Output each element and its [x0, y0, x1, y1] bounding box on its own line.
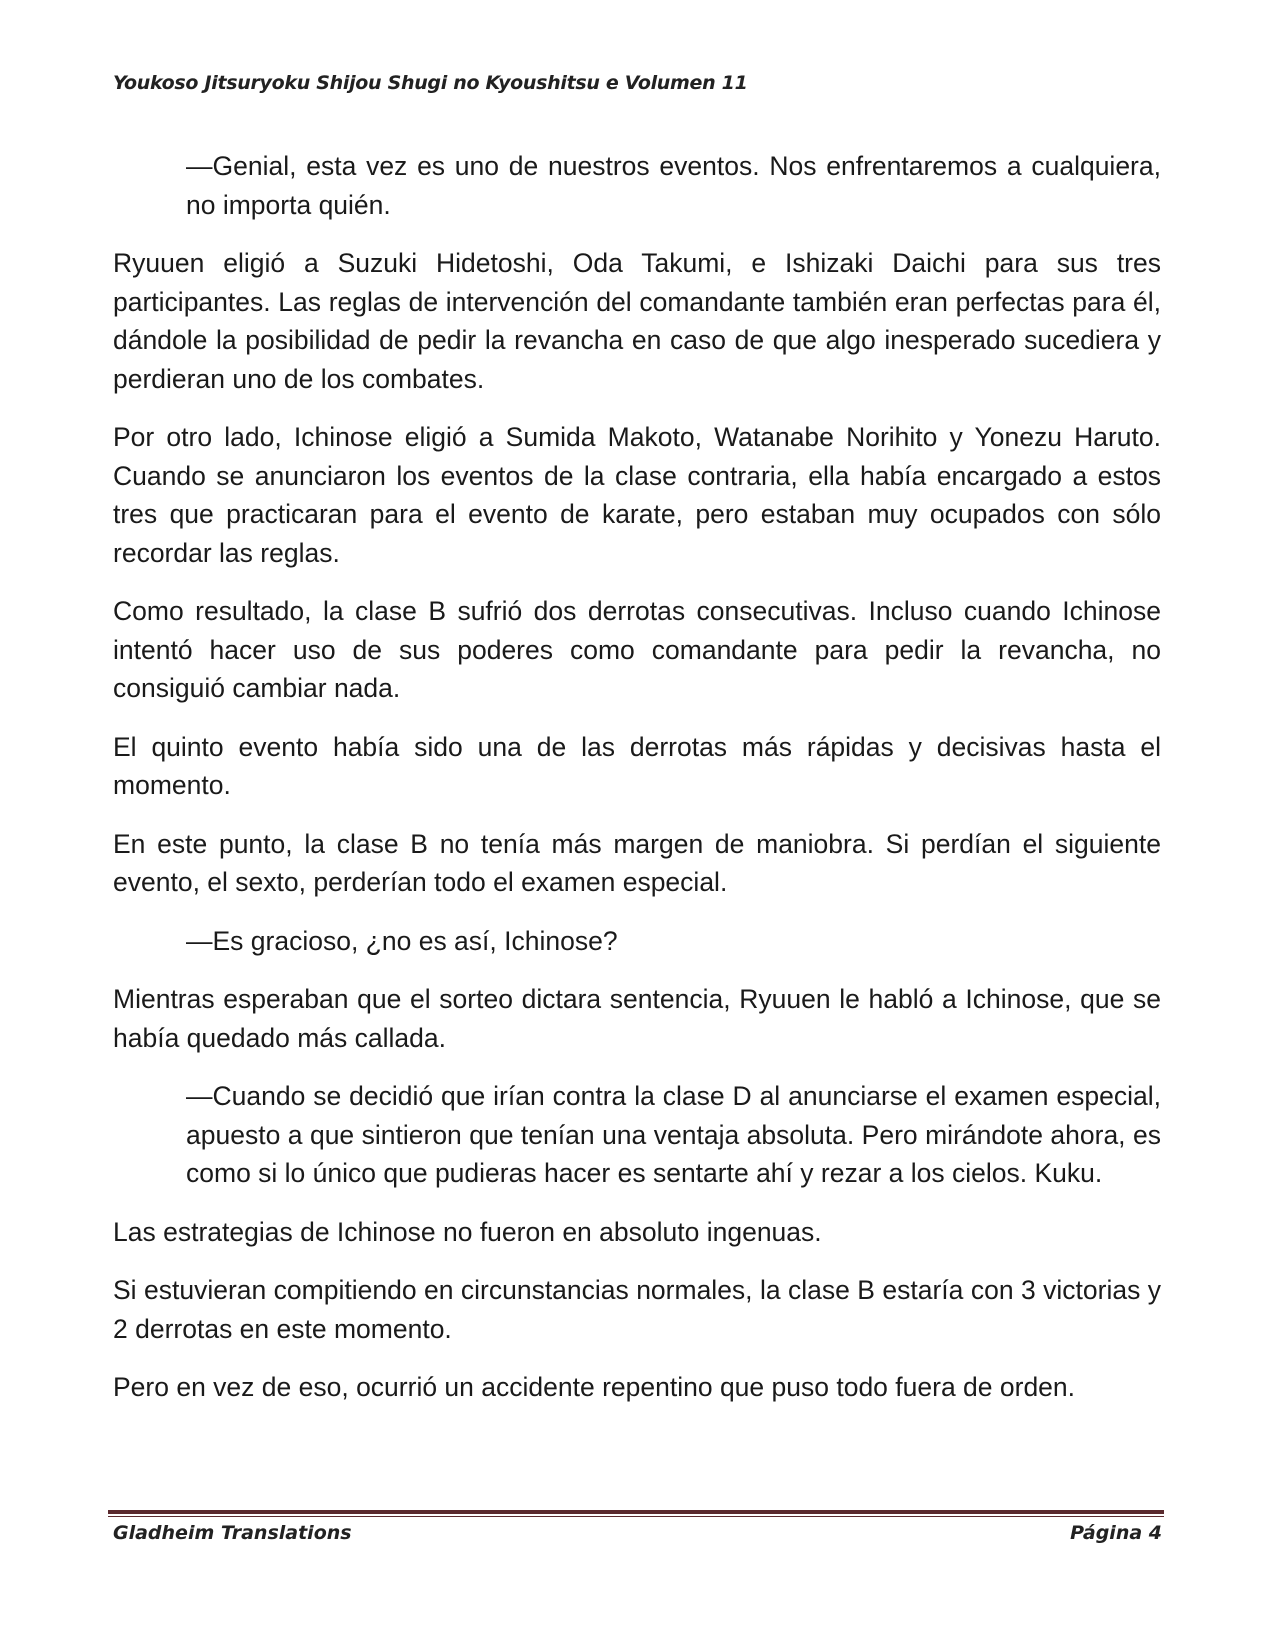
paragraph: Pero en vez de eso, ocurrió un accidente repentino que puso todo fuera de orden. [113, 1372, 1076, 1402]
paragraph: En este punto, la clase B no tenía más margen de maniobra. Si perdían el siguiente evento, el sexto, perderían todo el examen especial. [113, 828, 1161, 897]
paragraph-dialogue: —Cuando se decidió que irían contra la clase D al anunciarse el examen especial, apuesto a que sintieron que tenían una ventaja absoluta. Pero mirándote ahora, es como si lo único que pudieras hacer es sentarte ahí y rezar a los cielos. Kuku. [186, 1081, 1161, 1188]
paragraph: Si estuvieran compitiendo en circunstancias normales, la clase B estaría con 3 victorias y 2 derrotas en este momento. [113, 1275, 1161, 1344]
paragraph-dialogue: —Es gracioso, ¿no es así, Ichinose? [186, 925, 618, 956]
paragraph: Mientras esperaban que el sorteo dictara sentencia, Ryuuen le habló a Ichinose, que se había quedado más callada. [113, 984, 1161, 1053]
footer-divider-thin [108, 1516, 1164, 1517]
paragraph: Por otro lado, Ichinose eligió a Sumida Makoto, Watanabe Norihito y Yonezu Haruto. Cuando se anunciaron los eventos de la clase contraria, ella había encargado a estos tres que practicaran para el evento de karate, pero estaban muy ocupados con sólo recordar las reglas. [113, 422, 1161, 568]
page-header-title: Youkoso Jitsuryoku Shijou Shugi no Kyoushitsu e Volumen 11 [113, 72, 748, 94]
paragraph: Como resultado, la clase B sufrió dos derrotas consecutivas. Incluso cuando Ichinose intentó hacer uso de sus poderes como comandante para pedir la revancha, no consiguió cambiar nada. [113, 596, 1161, 703]
document-body [113, 147, 1161, 1427]
footer-divider [108, 1510, 1164, 1518]
footer-credit: Gladheim Translations [113, 1522, 352, 1544]
paragraph-dialogue: —Genial, esta vez es uno de nuestros eventos. Nos enfrentaremos a cualquiera, no importa quién. [186, 151, 1161, 220]
paragraph: Ryuuen eligió a Suzuki Hidetoshi, Oda Takumi, e Ishizaki Daichi para sus tres participantes. Las reglas de intervención del comandante también eran perfectas para él, dándole la posibilidad de pedir la revancha en caso de que algo inesperado sucediera y perdieran uno de los combates. [113, 248, 1161, 394]
page-number: Página 4 [1070, 1522, 1162, 1544]
paragraph: El quinto evento había sido una de las derrotas más rápidas y decisivas hasta el momento. [113, 731, 1161, 800]
paragraph: Las estrategias de Ichinose no fueron en absoluto ingenuas. [113, 1216, 822, 1247]
footer-divider-thick [108, 1510, 1164, 1514]
